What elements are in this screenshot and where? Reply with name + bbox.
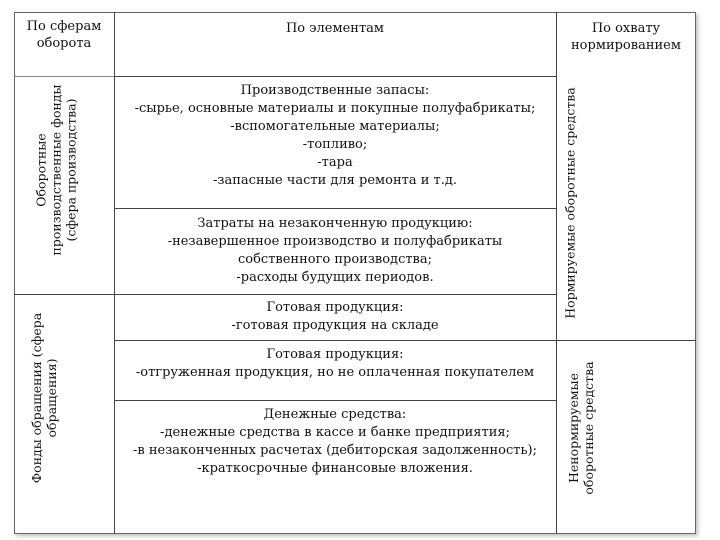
right-group-non-normed-line2: оборотные средства (581, 361, 596, 495)
header-spheres (14, 18, 114, 52)
left-group-production-line2: производственные фонды (48, 84, 64, 256)
row-cash-line4: -краткосрочные финансовые вложения. (197, 461, 473, 476)
row-unfinished-production-line2: -незавершенное производство и полуфабрикаты (167, 234, 503, 249)
row-production-stocks-line2: -сырье, основные материалы и покупные полуфабрикаты; (134, 101, 536, 116)
row-production-stocks-line6: -запасные части для ремонта и т.д. (213, 173, 457, 188)
left-group-production-line3: (сфера производства) (63, 98, 79, 242)
header-elements-label: По элементам (285, 21, 385, 36)
row-cash-line2: -денежные средства в кассе и банке предприятия; (160, 425, 510, 440)
left-group-circulation-line2: обращения) (44, 358, 59, 438)
header-coverage (556, 20, 696, 54)
row-cash-line3: -в незаконченных расчетах (дебиторская задолженность); (133, 443, 537, 458)
row-unfinished-production-line1: Затраты на незаконченную продукцию: (197, 216, 473, 231)
row-production-stocks-line1: Производственные запасы: (240, 83, 430, 98)
right-group-normed-label: Нормируемые оборотные средства (562, 87, 578, 319)
row-unfinished-production (114, 215, 556, 287)
row-cash-line1: Денежные средства: (263, 407, 407, 422)
left-group-circulation-line1: Фонды обращения (сфера (29, 312, 44, 484)
grid-line-row4 (114, 400, 556, 401)
row-production-stocks-line3: -вспомогательные материалы; (230, 119, 440, 134)
grid-line-row1 (114, 208, 556, 209)
header-elements (114, 20, 556, 37)
row-unfinished-production-line4: -расходы будущих периодов. (236, 270, 434, 285)
header-coverage-line1: По охвату (591, 21, 661, 36)
grid-line-row3 (114, 340, 696, 341)
row-production-stocks (114, 82, 556, 190)
row-finished-goods-warehouse-line2: -готовая продукция на складе (231, 318, 439, 333)
row-finished-goods-shipped-line2: -отгруженная продукция, но не оплаченная покупателем (135, 365, 535, 380)
header-spheres-line1: По сферам (26, 19, 102, 34)
row-cash (114, 406, 556, 478)
row-finished-goods-shipped-line1: Готовая продукция: (266, 347, 404, 362)
right-group-normed (563, 87, 578, 318)
row-finished-goods-warehouse-line1: Готовая продукция: (266, 300, 404, 315)
grid-line-col2 (556, 12, 557, 534)
left-group-circulation (29, 313, 59, 483)
right-group-non-normed-line1: Ненормируемые (566, 372, 581, 484)
grid-line-row2 (14, 294, 556, 295)
row-unfinished-production-line3: собственного производства; (238, 252, 432, 267)
right-group-non-normed (566, 361, 596, 494)
header-coverage-line2: нормированием (571, 38, 681, 53)
row-production-stocks-line5: -тара (317, 155, 353, 170)
grid-line-header-left (14, 76, 114, 77)
row-finished-goods-warehouse (114, 299, 556, 335)
grid-line-header (114, 76, 556, 77)
row-production-stocks-line4: -топливо; (302, 137, 368, 152)
header-spheres-line2: оборота (36, 36, 92, 51)
row-finished-goods-shipped (114, 346, 556, 382)
left-group-production (34, 85, 79, 256)
left-group-production-line1: Оборотные (33, 133, 49, 207)
